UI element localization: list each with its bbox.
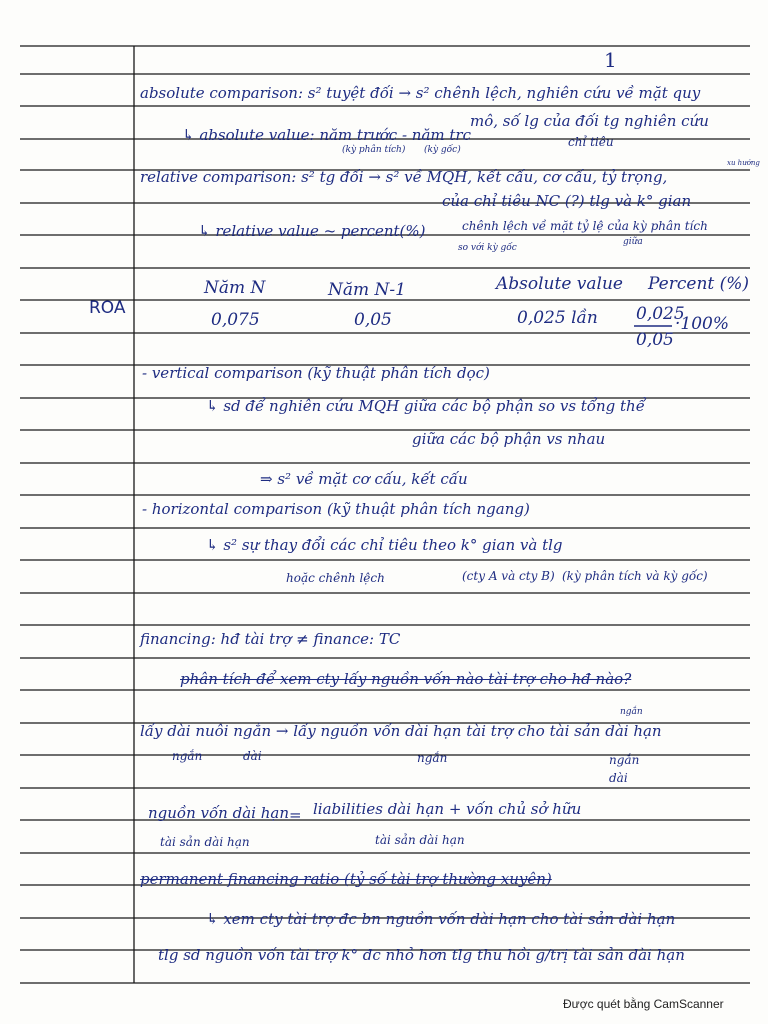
relative-comparison-heading-cont: của chỉ tiêu NC (?) tlg và k° gian (442, 192, 692, 210)
roa-percent-suffix: ·100% (675, 314, 730, 334)
roa-value-absolute: 0,025 lần (517, 308, 598, 328)
relative-margin-note: xu hướng (727, 159, 760, 167)
relative-note-between: giữa (623, 237, 643, 247)
horizontal-desc-2: hoặc chênh lệch (286, 571, 385, 585)
financing-label-ngan-1: ngắn (172, 749, 203, 763)
longterm-right-label: tài sản dài hạn (375, 833, 465, 847)
roa-header-year-n: Năm N (204, 278, 266, 298)
financing-desc-struck: phân tích để xem cty lấy nguồn vốn nào tài trợ cho hđ nào? (180, 670, 632, 688)
page-number: 1 (604, 48, 617, 72)
financing-label-ngan-2: ngắn (417, 751, 448, 765)
financing-label-dai-2: dài (609, 771, 628, 785)
relative-value-line: ↳ relative value ~ percent(%) (198, 222, 426, 240)
vertical-desc-3: ⇒ s² về mặt cơ cấu, kết cấu (260, 470, 468, 488)
vertical-desc-2: giữa các bộ phận vs nhau (412, 430, 606, 448)
roa-percent-denominator: 0,05 (636, 330, 674, 350)
roa-value-year-n-1: 0,05 (354, 310, 392, 330)
longterm-equation-rhs: liabilities dài hạn + vốn chủ sở hữu (313, 800, 582, 818)
vertical-desc-1: ↳ sd để nghiên cứu MQH giữa các bộ phận so vs tổng thể (206, 397, 645, 415)
financing-label-ngan-3: ngắn (609, 753, 640, 767)
horizontal-desc-4: (kỳ phân tích và kỳ gốc) (562, 569, 708, 583)
roa-header-absolute-value: Absolute value (496, 274, 623, 294)
absolute-comparison-heading: absolute comparison: s² tuyệt đối → s² chênh lệch, nghiên cứu về mặt quy (140, 84, 701, 102)
permanent-financing-heading: permanent financing ratio (tỷ số tài trợ thường xuyên) (140, 870, 552, 888)
financing-label-ngan-above: ngắn (620, 707, 643, 717)
longterm-equation-eq: = (289, 806, 302, 824)
financing-principle: lấy dài nuôi ngắn → lấy nguồn vốn dài hạn tài trợ cho tài sản dài hạn (140, 722, 662, 740)
roa-row-label: ROA (89, 298, 126, 318)
horizontal-desc-1: ↳ s² sự thay đổi các chỉ tiêu theo k° gian và tlg (206, 536, 563, 554)
relative-note-vs-base: so với kỳ gốc (458, 243, 517, 253)
absolute-value-line: ↳ absolute value: năm trước - năm trc (182, 126, 471, 144)
longterm-left-label: tài sản dài hạn (160, 835, 250, 849)
vertical-comparison-heading: - vertical comparison (kỹ thuật phân tích dọc) (142, 364, 490, 382)
financing-label-dai-1: dài (243, 749, 262, 763)
absolute-note-analysis-period: (kỳ phân tích) (342, 145, 406, 155)
relative-comparison-heading: relative comparison: s² tg đối → s² về MQH, kết cấu, cơ cấu, tỷ trọng, (140, 168, 668, 186)
relative-note-percent-difference: chênh lệch về mặt tỷ lệ của kỳ phân tích (462, 219, 708, 233)
camscanner-watermark: Được quét bằng CamScanner (563, 997, 724, 1011)
roa-header-year-n-1: Năm N-1 (328, 280, 406, 300)
roa-header-percent: Percent (%) (648, 274, 750, 294)
horizontal-desc-3: (cty A và cty B) (462, 569, 555, 583)
roa-percent-numerator: 0,025 (636, 304, 685, 324)
absolute-note-base-period: (kỳ gốc) (424, 145, 461, 155)
roa-value-year-n: 0,075 (211, 310, 260, 330)
permanent-desc-1: ↳ xem cty tài trợ đc bn nguồn vốn dài hạn cho tài sản dài hạn (206, 910, 676, 928)
horizontal-comparison-heading: - horizontal comparison (kỹ thuật phân tích ngang) (142, 500, 530, 518)
financing-heading: financing: hđ tài trợ ≠ finance: TC (140, 630, 401, 648)
absolute-comparison-heading-cont: mô, số lg của đối tg nghiên cứu (470, 112, 709, 130)
absolute-note-indicator: chỉ tiêu (568, 135, 614, 149)
permanent-desc-2: tlg sd nguồn vốn tài trợ k° đc nhỏ hơn tlg thu hồi g/trị tài sản dài hạn (158, 946, 685, 964)
longterm-equation-lhs: nguồn vốn dài hạn (148, 804, 289, 822)
